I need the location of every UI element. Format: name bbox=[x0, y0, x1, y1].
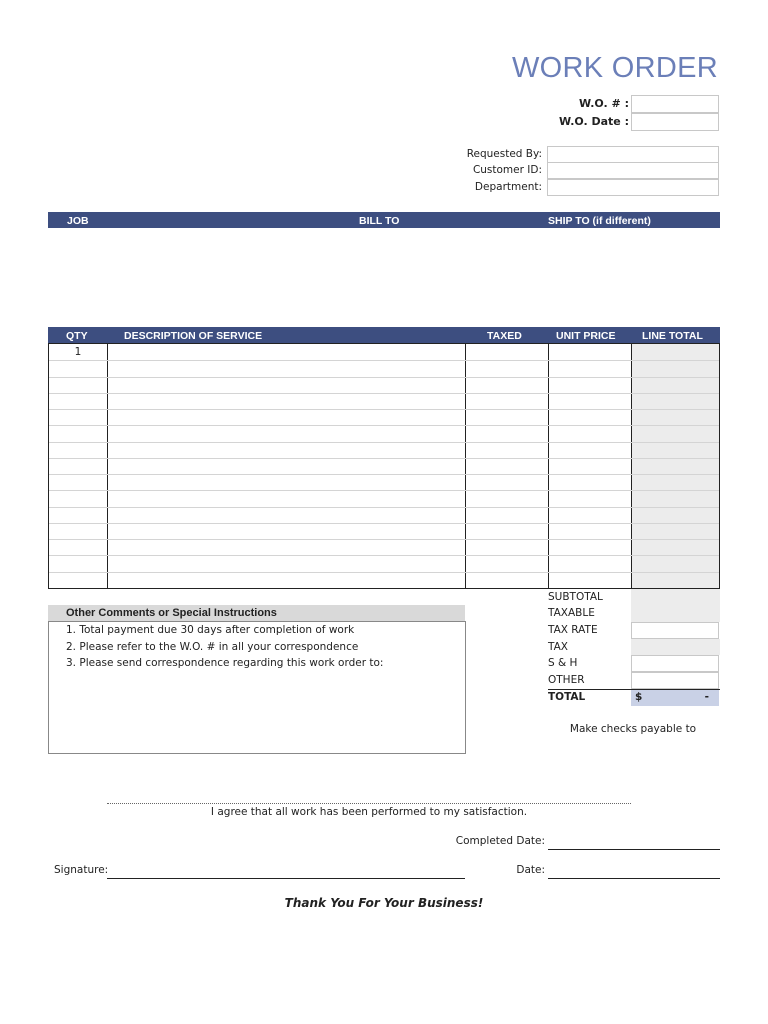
bill-to-header: BILL TO bbox=[359, 215, 400, 227]
table-row-divider bbox=[49, 555, 719, 556]
checks-payable-note: Make checks payable to bbox=[569, 723, 697, 735]
line-total-header: LINE TOTAL bbox=[642, 330, 703, 342]
table-row-divider bbox=[49, 474, 719, 475]
table-row-qty[interactable] bbox=[49, 572, 107, 588]
wo-date-field[interactable] bbox=[631, 113, 719, 131]
thank-you-message: Thank You For Your Business! bbox=[284, 896, 484, 910]
table-row-qty[interactable] bbox=[49, 539, 107, 555]
sh-label: S & H bbox=[548, 657, 578, 669]
description-header: DESCRIPTION OF SERVICE bbox=[124, 330, 263, 342]
table-row-divider bbox=[49, 393, 719, 394]
qty-header: QTY bbox=[66, 330, 88, 342]
requested-by-field[interactable] bbox=[547, 146, 719, 163]
table-row-divider bbox=[49, 507, 719, 508]
job-header: JOB bbox=[67, 215, 89, 227]
completed-date-line[interactable] bbox=[548, 849, 720, 850]
column-divider bbox=[548, 344, 549, 588]
other-field[interactable] bbox=[631, 672, 719, 689]
agreement-dotted-line bbox=[107, 803, 631, 804]
total-label: TOTAL bbox=[548, 691, 586, 703]
table-row-divider bbox=[49, 490, 719, 491]
subtotal-label: SUBTOTAL bbox=[548, 591, 603, 603]
customer-id-label: Customer ID: bbox=[472, 164, 542, 176]
ship-to-header: SHIP TO (if different) bbox=[548, 215, 651, 227]
table-row-qty[interactable] bbox=[49, 523, 107, 539]
currency-symbol: $ bbox=[635, 691, 643, 703]
table-row-qty[interactable] bbox=[49, 442, 107, 458]
wo-number-field[interactable] bbox=[631, 95, 719, 113]
subtotal-shade bbox=[631, 589, 720, 622]
completed-date-label: Completed Date: bbox=[455, 835, 545, 847]
total-value-cell bbox=[631, 690, 719, 706]
table-row-divider bbox=[49, 425, 719, 426]
line-total-column-shade bbox=[632, 344, 719, 588]
comments-heading-text: Other Comments or Special Instructions bbox=[66, 607, 277, 619]
items-header-bar bbox=[48, 327, 720, 343]
wo-date-label: W.O. Date : bbox=[558, 115, 629, 128]
tax-rate-field[interactable] bbox=[631, 622, 719, 639]
table-row-qty[interactable] bbox=[49, 458, 107, 474]
taxable-label: TAXABLE bbox=[548, 607, 595, 619]
table-row-divider bbox=[49, 377, 719, 378]
total-value: - bbox=[704, 691, 709, 703]
comment-line: 3. Please send correspondence regarding this work order to: bbox=[66, 657, 384, 669]
comment-line: 1. Total payment due 30 days after completion of work bbox=[66, 624, 355, 636]
items-table bbox=[48, 343, 720, 589]
other-label: OTHER bbox=[548, 674, 585, 686]
table-row-qty[interactable] bbox=[49, 393, 107, 409]
signature-label: Signature: bbox=[54, 864, 109, 876]
comments-heading bbox=[48, 605, 465, 621]
table-row-qty[interactable] bbox=[49, 425, 107, 441]
table-row-qty[interactable] bbox=[49, 360, 107, 376]
table-row-qty[interactable]: 1 bbox=[74, 346, 82, 358]
table-row-divider bbox=[49, 572, 719, 573]
table-row-qty[interactable] bbox=[49, 507, 107, 523]
tax-rate-label: TAX RATE bbox=[548, 624, 598, 636]
taxed-header: TAXED bbox=[487, 330, 522, 342]
department-field[interactable] bbox=[547, 179, 719, 196]
table-row-qty[interactable] bbox=[49, 377, 107, 393]
table-row-divider bbox=[49, 458, 719, 459]
customer-id-field[interactable] bbox=[547, 162, 719, 179]
table-row-qty[interactable] bbox=[49, 490, 107, 506]
table-row-divider bbox=[49, 409, 719, 410]
date-label: Date: bbox=[516, 864, 545, 876]
table-row-qty[interactable] bbox=[49, 409, 107, 425]
column-divider bbox=[465, 344, 466, 588]
comments-box[interactable] bbox=[48, 621, 466, 754]
table-row-divider bbox=[49, 360, 719, 361]
table-row-qty[interactable] bbox=[49, 474, 107, 490]
signature-line[interactable] bbox=[107, 878, 465, 879]
department-label: Department: bbox=[474, 181, 542, 193]
tax-label: TAX bbox=[548, 641, 568, 653]
table-row-divider bbox=[49, 442, 719, 443]
agreement-text: I agree that all work has been performed to my satisfaction. bbox=[210, 806, 528, 818]
column-divider bbox=[631, 344, 632, 588]
tax-shade bbox=[631, 639, 720, 655]
sh-field[interactable] bbox=[631, 655, 719, 672]
date-line[interactable] bbox=[548, 878, 720, 879]
unit-price-header: UNIT PRICE bbox=[556, 330, 616, 342]
column-divider bbox=[107, 344, 108, 588]
table-row-divider bbox=[49, 523, 719, 524]
wo-number-label: W.O. # : bbox=[579, 97, 629, 110]
table-row-qty[interactable] bbox=[49, 555, 107, 571]
page-title: WORK ORDER bbox=[512, 52, 718, 84]
requested-by-label: Requested By: bbox=[466, 148, 542, 160]
table-row-divider bbox=[49, 539, 719, 540]
info-header-bar bbox=[48, 212, 720, 228]
comment-line: 2. Please refer to the W.O. # in all your correspondence bbox=[66, 641, 359, 653]
